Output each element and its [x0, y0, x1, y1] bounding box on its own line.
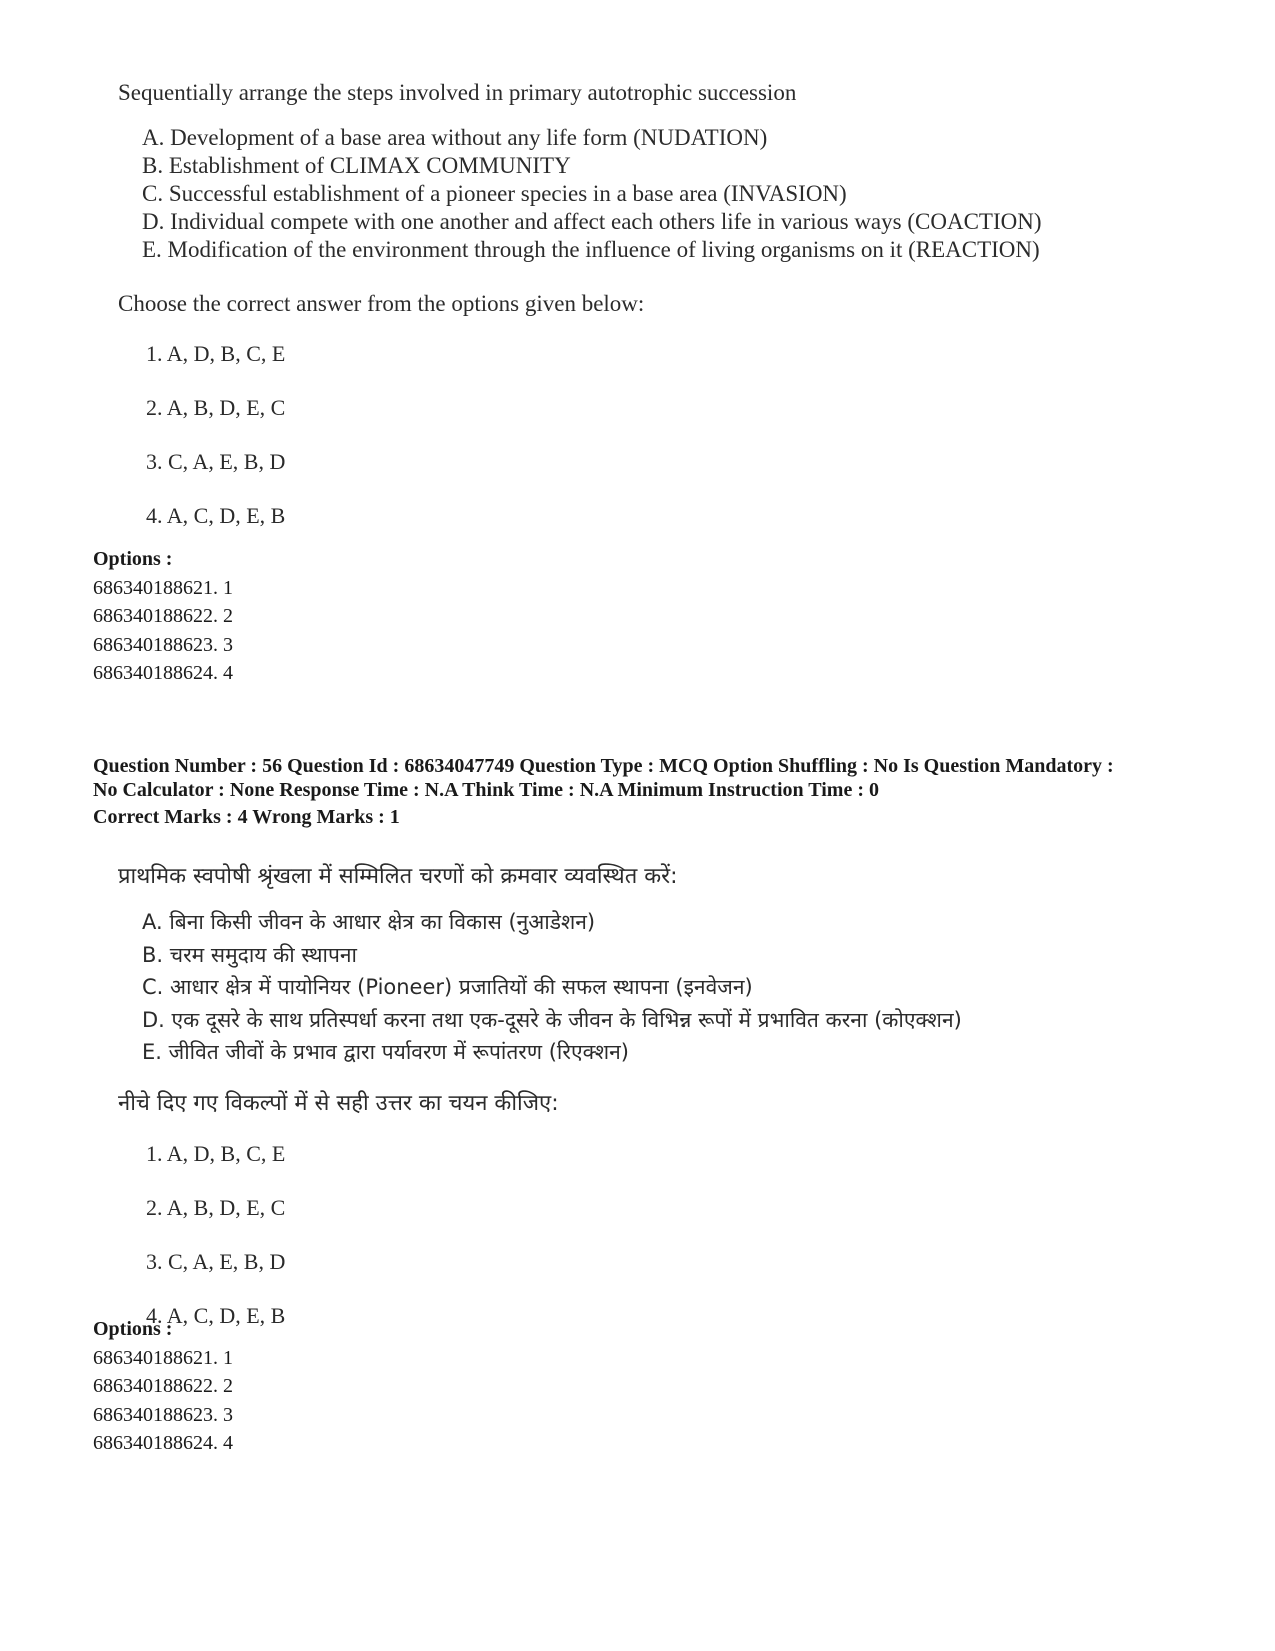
option-item[interactable]: 686340188623. 3 [93, 633, 233, 656]
option-item[interactable]: 686340188624. 4 [93, 662, 233, 684]
step-list [142, 906, 962, 1069]
step-item: C. Successful establishment of a pioneer species in a base area (INVASION) [142, 181, 847, 206]
question-56-image [118, 862, 962, 1356]
answer-choice: 4. A, C, D, E, B [146, 503, 286, 528]
question-56-meta [93, 755, 1213, 830]
step-item: E. Modification of the environment through the influence of living organisms on it (REACTION) [142, 237, 1040, 262]
choose-instruction: नीचे दिए गए विकल्पों में से सही उत्तर का चयन कीजिए: [118, 1090, 559, 1116]
option-item[interactable]: 686340188621. 1 [93, 576, 233, 599]
option-item[interactable]: 686340188624. 4 [93, 1432, 233, 1454]
options-label: Options : [93, 1318, 173, 1340]
step-item: C. आधार क्षेत्र में पायोनियर (Pioneer) प्रजातियों की सफल स्थापना (इनवेजन) [142, 975, 753, 999]
meta-line: Question Number : 56 Question Id : 68634047749 Question Type : MCQ Option Shuffling : No Is Question Mandatory : [93, 755, 1114, 777]
step-item: E. जीवित जीवों के प्रभाव द्वारा पर्यावरण में रूपांतरण (रिएक्शन) [142, 1040, 629, 1064]
option-item[interactable]: 686340188621. 1 [93, 1346, 233, 1369]
answer-choice: 1. A, D, B, C, E [146, 1140, 286, 1166]
step-item: D. Individual compete with one another and affect each others life in various ways (COACTION) [142, 209, 1042, 234]
answer-choice: 3. C, A, E, B, D [146, 1248, 286, 1274]
option-item[interactable]: 686340188623. 3 [93, 1403, 233, 1426]
step-item: D. एक दूसरे के साथ प्रतिस्पर्धा करना तथा एक-दूसरे के जीवन के विभिन्न रूपों में प्रभावित करना (कोएक्शन) [142, 1007, 962, 1032]
options-label: Options : [93, 548, 173, 570]
step-list [142, 124, 1042, 264]
answer-list [146, 340, 1042, 530]
answer-choice: 2. A, B, D, E, C [146, 1194, 286, 1220]
answer-choice: 2. A, B, D, E, C [146, 395, 286, 420]
step-item: B. चरम समुदाय की स्थापना [142, 942, 357, 967]
step-item: B. Establishment of CLIMAX COMMUNITY [142, 153, 571, 178]
answer-choice: 3. C, A, E, B, D [146, 449, 286, 474]
meta-line: No Calculator : None Response Time : N.A Think Time : N.A Minimum Instruction Time : 0 [93, 778, 879, 801]
choose-instruction: Choose the correct answer from the options given below: [118, 291, 645, 316]
step-item: A. Development of a base area without any life form (NUDATION) [142, 125, 768, 150]
answer-list [146, 1140, 962, 1330]
options-block-q55 [93, 545, 233, 688]
answer-choice: 1. A, D, B, C, E [146, 341, 286, 366]
step-item: A. बिना किसी जीवन के आधार क्षेत्र का विकास (नुआडेशन) [142, 910, 596, 934]
answer-choice: 4. A, C, D, E, B [146, 1302, 286, 1328]
question-55-image [118, 78, 1042, 556]
option-item[interactable]: 686340188622. 2 [93, 605, 233, 627]
question-stem: Sequentially arrange the steps involved in primary autotrophic succession [118, 80, 797, 105]
options-block-q56 [93, 1315, 233, 1458]
marks-line: Correct Marks : 4 Wrong Marks : 1 [93, 806, 400, 828]
option-item[interactable]: 686340188622. 2 [93, 1375, 233, 1397]
question-stem: प्राथमिक स्वपोषी श्रृंखला में सम्मिलित चरणों को क्रमवार व्यवस्थित करें: [118, 864, 678, 889]
